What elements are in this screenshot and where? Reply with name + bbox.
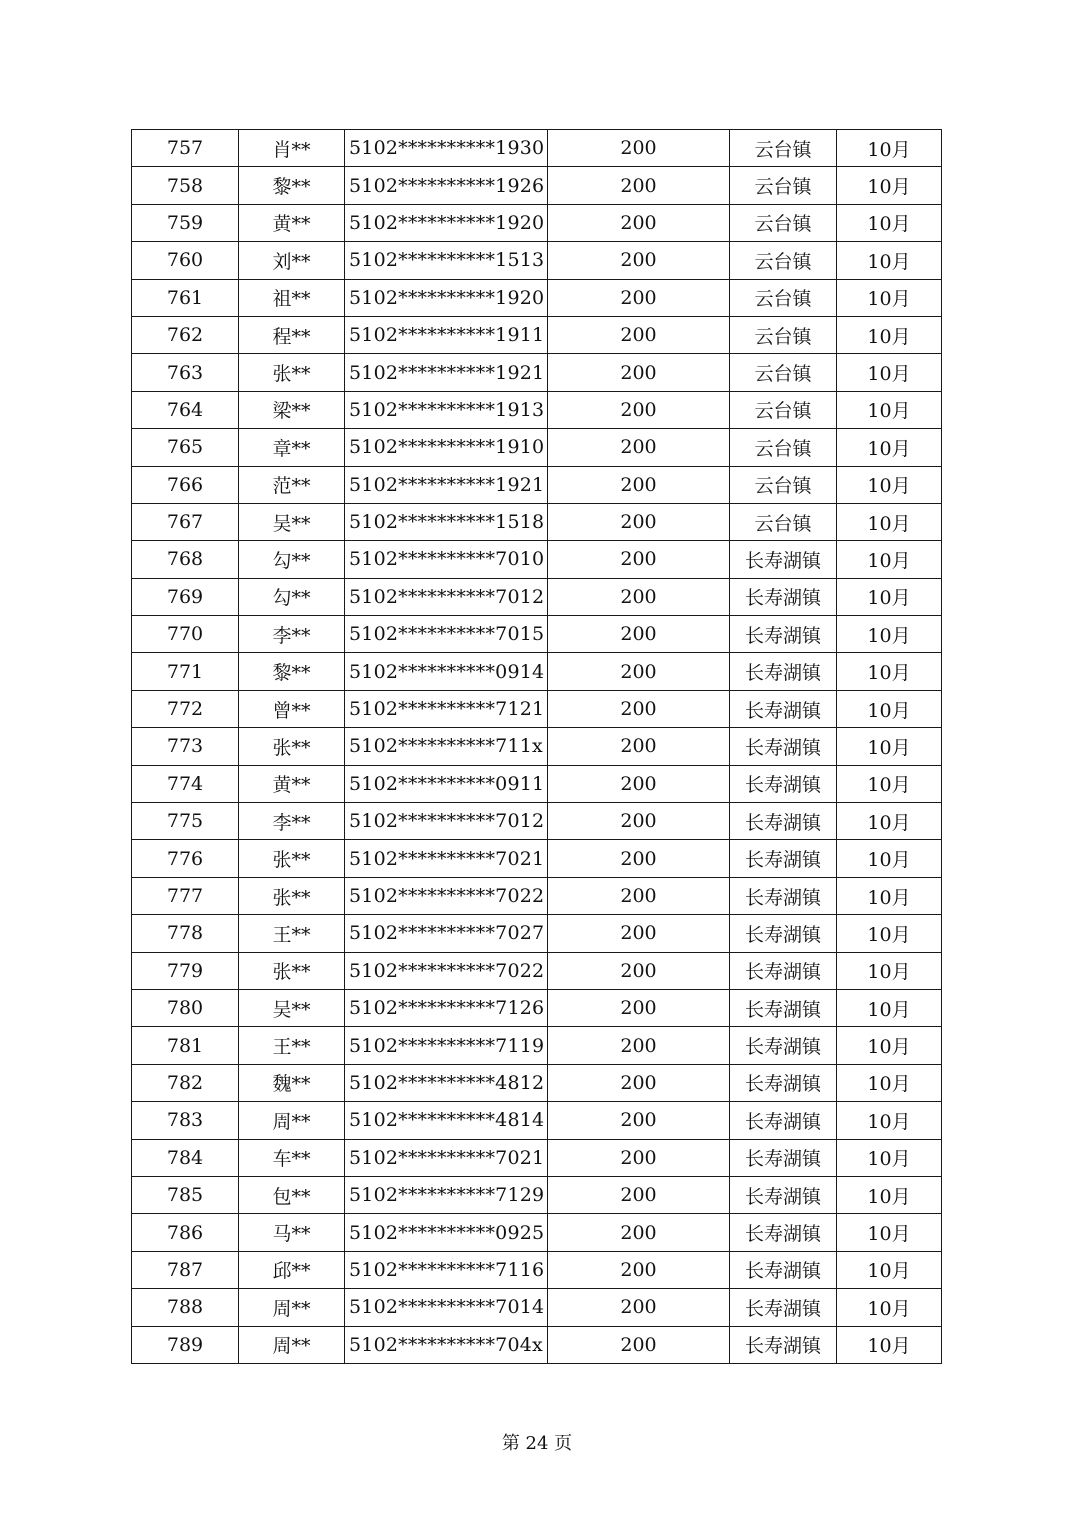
town-cell: 长寿湖镇: [730, 578, 837, 615]
month-cell: 10月: [837, 616, 942, 653]
month-cell: 10月: [837, 1326, 942, 1363]
name-cell: 黎**: [239, 653, 345, 690]
month-cell: 10月: [837, 765, 942, 802]
town-cell: 云台镇: [730, 279, 837, 316]
month-cell: 10月: [837, 1214, 942, 1251]
month-cell: 10月: [837, 167, 942, 204]
name-cell: 李**: [239, 803, 345, 840]
table-row: [132, 728, 942, 765]
amount-cell: 200: [548, 1027, 730, 1064]
id-number-cell: 5102**********1910: [345, 429, 548, 466]
month-cell: 10月: [837, 1289, 942, 1326]
id-number-cell: 5102**********0925: [345, 1214, 548, 1251]
amount-cell: 200: [548, 1214, 730, 1251]
id-number-cell: 5102**********7021: [345, 840, 548, 877]
name-cell: 曾**: [239, 690, 345, 727]
id-number-cell: 5102**********1930: [345, 130, 548, 167]
town-cell: 长寿湖镇: [730, 915, 837, 952]
town-cell: 云台镇: [730, 391, 837, 428]
table-row: [132, 204, 942, 241]
name-cell: 车**: [239, 1139, 345, 1176]
month-cell: 10月: [837, 391, 942, 428]
name-cell: 张**: [239, 877, 345, 914]
town-cell: 长寿湖镇: [730, 728, 837, 765]
town-cell: 长寿湖镇: [730, 952, 837, 989]
town-cell: 长寿湖镇: [730, 1214, 837, 1251]
row-number-cell: 758: [132, 167, 239, 204]
town-cell: 云台镇: [730, 204, 837, 241]
amount-cell: 200: [548, 803, 730, 840]
row-number-cell: 774: [132, 765, 239, 802]
table-row: [132, 1139, 942, 1176]
row-number-cell: 773: [132, 728, 239, 765]
town-cell: 长寿湖镇: [730, 1139, 837, 1176]
row-number-cell: 761: [132, 279, 239, 316]
town-cell: 长寿湖镇: [730, 1326, 837, 1363]
table-row: [132, 952, 942, 989]
table-row: [132, 354, 942, 391]
table-row: [132, 130, 942, 167]
table-row: [132, 391, 942, 428]
amount-cell: 200: [548, 316, 730, 353]
table-row: [132, 616, 942, 653]
town-cell: 长寿湖镇: [730, 616, 837, 653]
row-number-cell: 786: [132, 1214, 239, 1251]
table-row: [132, 989, 942, 1026]
row-number-cell: 782: [132, 1064, 239, 1101]
month-cell: 10月: [837, 354, 942, 391]
name-cell: 周**: [239, 1102, 345, 1139]
id-number-cell: 5102**********7014: [345, 1289, 548, 1326]
table-row: [132, 466, 942, 503]
row-number-cell: 765: [132, 429, 239, 466]
amount-cell: 200: [548, 429, 730, 466]
name-cell: 周**: [239, 1326, 345, 1363]
table-row: [132, 765, 942, 802]
name-cell: 吴**: [239, 989, 345, 1026]
name-cell: 黄**: [239, 204, 345, 241]
town-cell: 云台镇: [730, 354, 837, 391]
amount-cell: 200: [548, 653, 730, 690]
name-cell: 肖**: [239, 130, 345, 167]
recipient-table: [131, 129, 942, 1364]
month-cell: 10月: [837, 690, 942, 727]
town-cell: 云台镇: [730, 503, 837, 540]
amount-cell: 200: [548, 915, 730, 952]
month-cell: 10月: [837, 952, 942, 989]
month-cell: 10月: [837, 466, 942, 503]
name-cell: 包**: [239, 1176, 345, 1213]
row-number-cell: 784: [132, 1139, 239, 1176]
name-cell: 张**: [239, 840, 345, 877]
id-number-cell: 5102**********7126: [345, 989, 548, 1026]
table-row: [132, 1102, 942, 1139]
id-number-cell: 5102**********1921: [345, 354, 548, 391]
row-number-cell: 788: [132, 1289, 239, 1326]
row-number-cell: 772: [132, 690, 239, 727]
table-row: [132, 429, 942, 466]
amount-cell: 200: [548, 616, 730, 653]
row-number-cell: 764: [132, 391, 239, 428]
table-row: [132, 1251, 942, 1288]
name-cell: 王**: [239, 1027, 345, 1064]
month-cell: 10月: [837, 1102, 942, 1139]
amount-cell: 200: [548, 279, 730, 316]
id-number-cell: 5102**********0911: [345, 765, 548, 802]
id-number-cell: 5102**********1926: [345, 167, 548, 204]
amount-cell: 200: [548, 1289, 730, 1326]
row-number-cell: 759: [132, 204, 239, 241]
name-cell: 勾**: [239, 541, 345, 578]
town-cell: 云台镇: [730, 316, 837, 353]
name-cell: 王**: [239, 915, 345, 952]
table-row: [132, 877, 942, 914]
month-cell: 10月: [837, 803, 942, 840]
id-number-cell: 5102**********7022: [345, 952, 548, 989]
row-number-cell: 766: [132, 466, 239, 503]
town-cell: 云台镇: [730, 167, 837, 204]
amount-cell: 200: [548, 1326, 730, 1363]
amount-cell: 200: [548, 1251, 730, 1288]
row-number-cell: 762: [132, 316, 239, 353]
row-number-cell: 785: [132, 1176, 239, 1213]
name-cell: 祖**: [239, 279, 345, 316]
town-cell: 长寿湖镇: [730, 653, 837, 690]
table-row: [132, 279, 942, 316]
town-cell: 长寿湖镇: [730, 1102, 837, 1139]
id-number-cell: 5102**********1913: [345, 391, 548, 428]
name-cell: 李**: [239, 616, 345, 653]
name-cell: 黄**: [239, 765, 345, 802]
table-row: [132, 503, 942, 540]
row-number-cell: 757: [132, 130, 239, 167]
amount-cell: 200: [548, 130, 730, 167]
row-number-cell: 769: [132, 578, 239, 615]
month-cell: 10月: [837, 1251, 942, 1288]
page-number: 第 24 页: [501, 1433, 573, 1454]
table-row: [132, 1027, 942, 1064]
month-cell: 10月: [837, 130, 942, 167]
town-cell: 长寿湖镇: [730, 803, 837, 840]
month-cell: 10月: [837, 915, 942, 952]
amount-cell: 200: [548, 354, 730, 391]
row-number-cell: 775: [132, 803, 239, 840]
town-cell: 长寿湖镇: [730, 541, 837, 578]
amount-cell: 200: [548, 840, 730, 877]
month-cell: 10月: [837, 578, 942, 615]
name-cell: 刘**: [239, 242, 345, 279]
month-cell: 10月: [837, 989, 942, 1026]
name-cell: 吴**: [239, 503, 345, 540]
month-cell: 10月: [837, 279, 942, 316]
name-cell: 勾**: [239, 578, 345, 615]
id-number-cell: 5102**********7021: [345, 1139, 548, 1176]
town-cell: 云台镇: [730, 130, 837, 167]
row-number-cell: 776: [132, 840, 239, 877]
row-number-cell: 789: [132, 1326, 239, 1363]
month-cell: 10月: [837, 728, 942, 765]
town-cell: 云台镇: [730, 466, 837, 503]
amount-cell: 200: [548, 877, 730, 914]
amount-cell: 200: [548, 989, 730, 1026]
amount-cell: 200: [548, 391, 730, 428]
id-number-cell: 5102**********4814: [345, 1102, 548, 1139]
id-number-cell: 5102**********7129: [345, 1176, 548, 1213]
town-cell: 长寿湖镇: [730, 690, 837, 727]
id-number-cell: 5102**********7012: [345, 578, 548, 615]
row-number-cell: 780: [132, 989, 239, 1026]
month-cell: 10月: [837, 1064, 942, 1101]
month-cell: 10月: [837, 1027, 942, 1064]
town-cell: 云台镇: [730, 242, 837, 279]
id-number-cell: 5102**********1911: [345, 316, 548, 353]
amount-cell: 200: [548, 578, 730, 615]
town-cell: 长寿湖镇: [730, 1251, 837, 1288]
amount-cell: 200: [548, 167, 730, 204]
name-cell: 梁**: [239, 391, 345, 428]
month-cell: 10月: [837, 1176, 942, 1213]
row-number-cell: 767: [132, 503, 239, 540]
id-number-cell: 5102**********711x: [345, 728, 548, 765]
name-cell: 邱**: [239, 1251, 345, 1288]
id-number-cell: 5102**********1920: [345, 204, 548, 241]
month-cell: 10月: [837, 877, 942, 914]
name-cell: 黎**: [239, 167, 345, 204]
town-cell: 长寿湖镇: [730, 1289, 837, 1326]
amount-cell: 200: [548, 541, 730, 578]
table-row: [132, 1326, 942, 1363]
table-row: [132, 1214, 942, 1251]
amount-cell: 200: [548, 1176, 730, 1213]
row-number-cell: 760: [132, 242, 239, 279]
town-cell: 长寿湖镇: [730, 877, 837, 914]
id-number-cell: 5102**********704x: [345, 1326, 548, 1363]
id-number-cell: 5102**********7027: [345, 915, 548, 952]
id-number-cell: 5102**********7015: [345, 616, 548, 653]
table-row: [132, 242, 942, 279]
month-cell: 10月: [837, 541, 942, 578]
name-cell: 张**: [239, 952, 345, 989]
id-number-cell: 5102**********7022: [345, 877, 548, 914]
table-row: [132, 690, 942, 727]
town-cell: 长寿湖镇: [730, 840, 837, 877]
id-number-cell: 5102**********1513: [345, 242, 548, 279]
table-row: [132, 167, 942, 204]
row-number-cell: 787: [132, 1251, 239, 1288]
id-number-cell: 5102**********7010: [345, 541, 548, 578]
town-cell: 长寿湖镇: [730, 989, 837, 1026]
amount-cell: 200: [548, 1102, 730, 1139]
row-number-cell: 770: [132, 616, 239, 653]
id-number-cell: 5102**********4812: [345, 1064, 548, 1101]
amount-cell: 200: [548, 242, 730, 279]
row-number-cell: 768: [132, 541, 239, 578]
month-cell: 10月: [837, 242, 942, 279]
table-body: [132, 130, 942, 1364]
name-cell: 范**: [239, 466, 345, 503]
amount-cell: 200: [548, 728, 730, 765]
id-number-cell: 5102**********1518: [345, 503, 548, 540]
amount-cell: 200: [548, 204, 730, 241]
id-number-cell: 5102**********0914: [345, 653, 548, 690]
month-cell: 10月: [837, 204, 942, 241]
month-cell: 10月: [837, 503, 942, 540]
row-number-cell: 777: [132, 877, 239, 914]
name-cell: 周**: [239, 1289, 345, 1326]
table-row: [132, 1289, 942, 1326]
town-cell: 长寿湖镇: [730, 1176, 837, 1213]
row-number-cell: 783: [132, 1102, 239, 1139]
amount-cell: 200: [548, 1139, 730, 1176]
table-row: [132, 1064, 942, 1101]
row-number-cell: 778: [132, 915, 239, 952]
id-number-cell: 5102**********7116: [345, 1251, 548, 1288]
row-number-cell: 781: [132, 1027, 239, 1064]
month-cell: 10月: [837, 840, 942, 877]
table-row: [132, 1176, 942, 1213]
amount-cell: 200: [548, 1064, 730, 1101]
month-cell: 10月: [837, 653, 942, 690]
amount-cell: 200: [548, 765, 730, 802]
town-cell: 长寿湖镇: [730, 1064, 837, 1101]
table-row: [132, 316, 942, 353]
name-cell: 张**: [239, 728, 345, 765]
table-row: [132, 803, 942, 840]
table-row: [132, 541, 942, 578]
row-number-cell: 779: [132, 952, 239, 989]
name-cell: 马**: [239, 1214, 345, 1251]
id-number-cell: 5102**********1920: [345, 279, 548, 316]
id-number-cell: 5102**********1921: [345, 466, 548, 503]
table-row: [132, 840, 942, 877]
town-cell: 长寿湖镇: [730, 1027, 837, 1064]
name-cell: 程**: [239, 316, 345, 353]
name-cell: 章**: [239, 429, 345, 466]
id-number-cell: 5102**********7119: [345, 1027, 548, 1064]
amount-cell: 200: [548, 503, 730, 540]
table-row: [132, 653, 942, 690]
town-cell: 长寿湖镇: [730, 765, 837, 802]
month-cell: 10月: [837, 429, 942, 466]
id-number-cell: 5102**********7012: [345, 803, 548, 840]
amount-cell: 200: [548, 690, 730, 727]
table-row: [132, 578, 942, 615]
name-cell: 魏**: [239, 1064, 345, 1101]
amount-cell: 200: [548, 952, 730, 989]
town-cell: 云台镇: [730, 429, 837, 466]
row-number-cell: 771: [132, 653, 239, 690]
row-number-cell: 763: [132, 354, 239, 391]
name-cell: 张**: [239, 354, 345, 391]
table-row: [132, 915, 942, 952]
amount-cell: 200: [548, 466, 730, 503]
month-cell: 10月: [837, 1139, 942, 1176]
id-number-cell: 5102**********7121: [345, 690, 548, 727]
month-cell: 10月: [837, 316, 942, 353]
